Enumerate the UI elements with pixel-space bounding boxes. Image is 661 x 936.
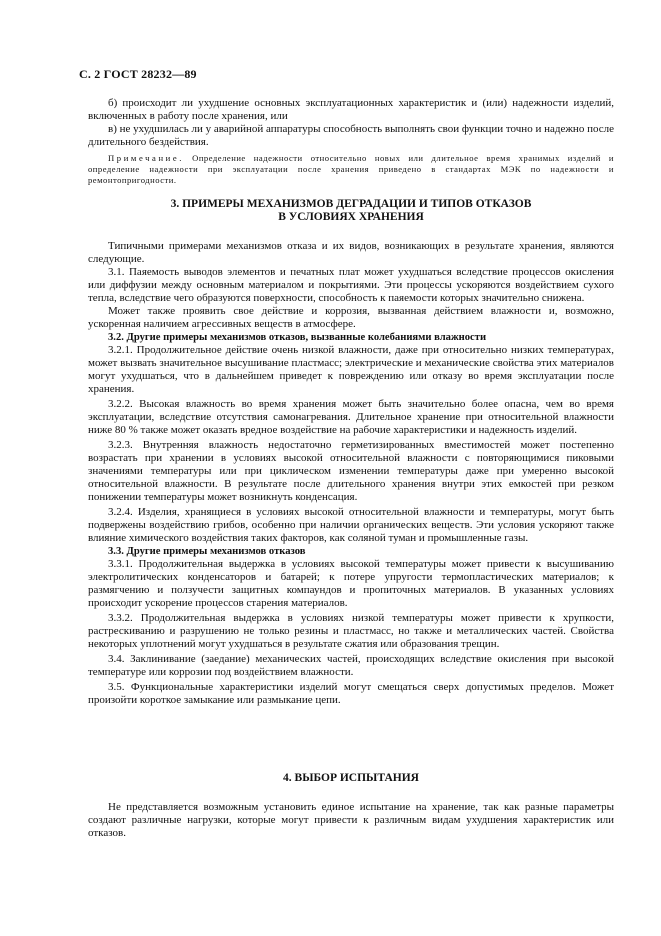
section-3-body [88, 240, 614, 707]
heading-3-3: 3.3. Другие примеры механизмов отказов [108, 546, 306, 557]
para-3-4: 3.4. Заклинивание (заедание) механических частей, происходящих вследствие окисления при высокой температуре или коррозии под воздействием влажности. [88, 653, 614, 678]
section-4-body [88, 801, 614, 840]
para-3-3-2: 3.3.2. Продолжительная выдержка в условиях низкой температуры может привести к хрупкости, растрескиванию и разрушению не только резины и пластмасс, но также и металлических частей. Свойства некоторых уплотнений могут ухудшаться в результате сжатия или образования трещин. [88, 612, 614, 650]
section-3 [88, 198, 614, 224]
heading-3-2: 3.2. Другие примеры механизмов отказов, вызванные колебаниями влажности [108, 332, 487, 343]
section-4-title: 4. ВЫБОР ИСПЫТАНИЯ [283, 772, 419, 784]
section-4 [88, 772, 614, 785]
page-header: С. 2 ГОСТ 28232—89 [79, 67, 197, 81]
para-3-2-3: 3.2.3. Внутренняя влажность недостаточно герметизированных вместимостей может постепенно возрастать при хранении в условиях высокой относительной влажности с повторяющимися пиковыми значениями температуры или при циклическом изменении температуры даже при умеренно высокой относительной влажности. В результате после длительного хранения внутри этих емкостей при резком понижении температуры может возникнуть конденсация. [88, 439, 614, 503]
para-3-2-1: 3.2.1. Продолжительное действие очень низкой влажности, даже при относительно низких температурах, может вызвать значительное высушивание пластмасс; электрические и механические свойства этих материалов могут ухудшаться, что в дальнейшем приведет к повреждению или отказу во время эксплуатации после хранения. [88, 344, 614, 395]
note [88, 153, 614, 186]
para-3-5: 3.5. Функциональные характеристики изделий могут смещаться сверх допустимых пределов. Может произойти короткое замыкание или размыкание цепи. [88, 681, 614, 706]
intro-block [88, 97, 614, 186]
section-3-intro: Типичными примерами механизмов отказа и их видов, возникающих в результате хранения, являются следующие. [88, 240, 614, 265]
para-4: Не представляется возможным установить единое испытание на хранение, так как разные параметры создают различные нагрузки, которые могут привести к различным видам ухудшения характеристик или отказов. [88, 801, 614, 839]
para-3-2-2: 3.2.2. Высокая влажность во время хранения может быть значительно более опасна, чем во время эксплуатации, вследствие отсутствия самонагревания. Длительное хранение при относительной влажности ниже 80 % также может оказать вредное воздействие на рабочие характеристики и надежность изделий. [88, 398, 614, 436]
item-b: б) происходит ли ухудшение основных эксплуатационных характеристик и (или) надежности изделий, включенных в работу после хранения, или [88, 97, 614, 122]
section-3-title-line1: 3. ПРИМЕРЫ МЕХАНИЗМОВ ДЕГРАДАЦИИ И ТИПОВ ОТКАЗОВ [170, 198, 532, 210]
para-3-1b: Может также проявить свое действие и коррозия, вызванная действием влажности и, возможно, ускоренная наличием агрессивных веществ в атмосфере. [88, 305, 614, 330]
item-v: в) не ухудшилась ли у аварийной аппаратуры способность выполнять свои функции точно и надежно после длительного бездействия. [88, 123, 614, 148]
para-3-2-4: 3.2.4. Изделия, хранящиеся в условиях высокой относительной влажности и температуры, могут быть подвержены воздействию грибов, особенно при наличии органических веществ. Эти условия ускоряют также влияние химического воздействия таких факторов, как соляной туман и промышленные газы. [88, 506, 614, 544]
para-3-3-1: 3.3.1. Продолжительная выдержка в условиях высокой температуры может привести к высушиванию электролитических конденсаторов и батарей; к потере упругости термопластических материалов; к размягчению и ползучести защитных компаундов и пропиточных материалов. В указанных условиях происходит ускорение процессов старения материалов. [88, 558, 614, 609]
note-text: Определение надежности относительно новых или длительное время хранимых изделий и определение надежности при эксплуатации после хранения приведено в стандартах МЭК по надежности и ремонтопригодности. [88, 153, 614, 185]
section-3-title-line2: В УСЛОВИЯХ ХРАНЕНИЯ [278, 211, 424, 223]
para-3-1: 3.1. Паяемость выводов элементов и печатных плат может ухудшаться вследствие процессов окисления или диффузии между основным материалом и покрытиями. Эти процессы ускоряются воздействием сухого тепла, вследствие чего образуются поверхности, способность к паяемости которых значительно снижена. [88, 266, 614, 304]
note-label: Примечание. [108, 153, 185, 163]
